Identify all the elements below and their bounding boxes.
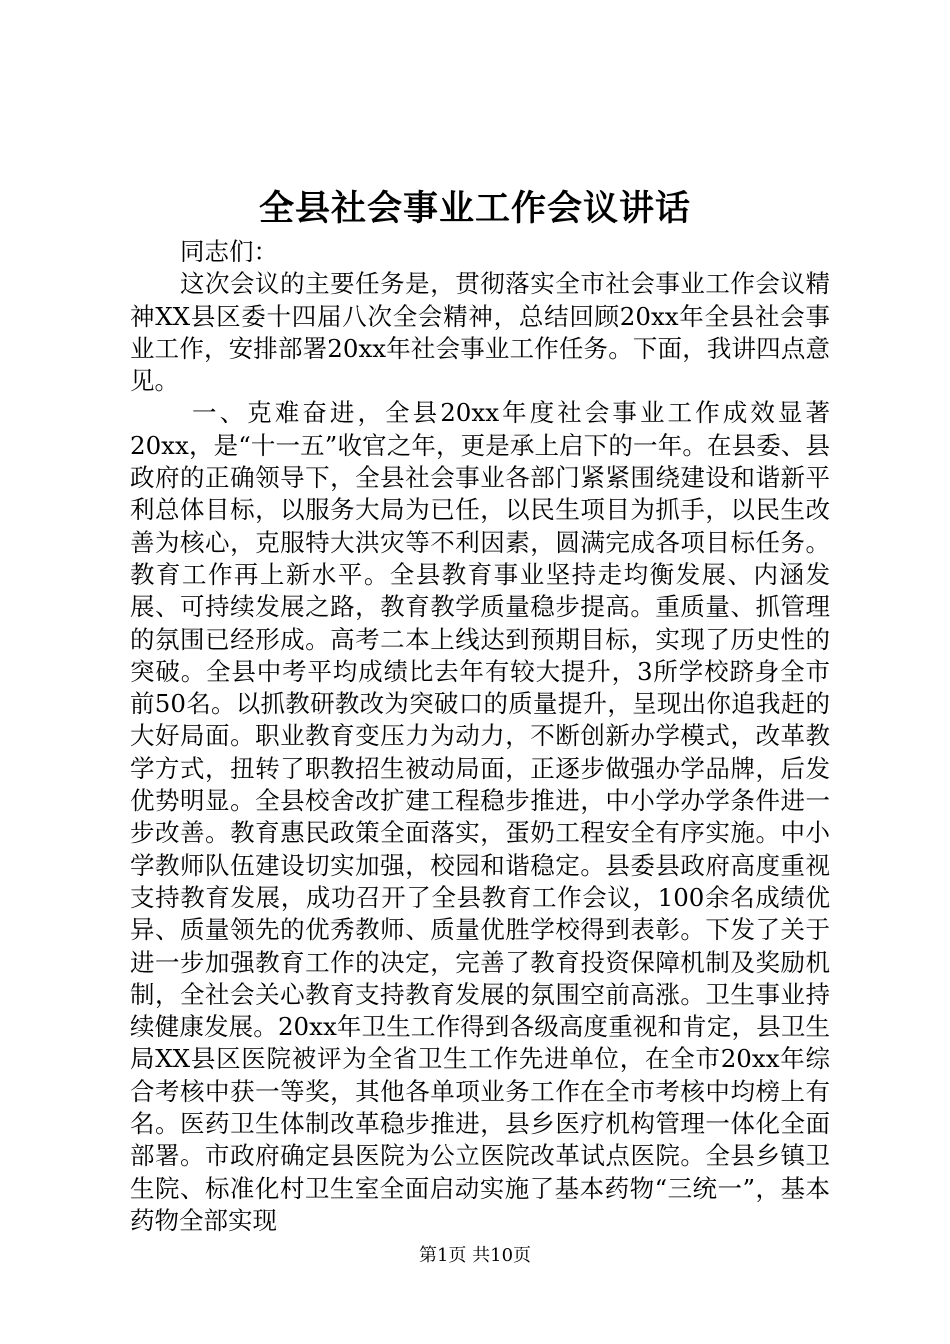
paragraph-intro: 这次会议的主要任务是，贯彻落实全市社会事业工作会议精神XX县区委十四届八次全会精神，总结回顾20xx年全县社会事业工作，安排部署20xx年社会事业工作任务。下面，我讲四点意见。 [130,269,830,396]
page-number-footer: 第1页 共10页 [418,1245,532,1266]
document-title: 全县社会事业工作会议讲话 [258,188,691,229]
document-body [130,236,830,1237]
salutation: 同志们： [180,237,278,266]
paragraph-section-one: 一、克难奋进，全县20xx年度社会事业工作成效显著20xx，是“十一五”收官之年，更是承上启下的一年。在县委、县政府的正确领导下，全县社会事业各部门紧紧围绕建设和谐新平利总体目标，以服务大局为已任，以民生项目为抓手，以民生改善为核心，克服特大洪灾等不利因素，圆满完成各项目标任务。教育工作再上新水平。全县教育事业坚持走均衡发展、内涵发展、可持续发展之路，教育教学质量稳步提高。重质量、抓管理的氛围已经形成。高考二本上线达到预期目标，实现了历史性的突破。全县中考平均成绩比去年有较大提升，3所学校跻身全市前50名。以抓教研教改为突破口的质量提升，呈现出你追我赶的大好局面。职业教育变压力为动力，不断创新办学模式，改革教学方式，扭转了职教招生被动局面，正逐步做强办学品牌，后发优势明显。全县校舍改扩建工程稳步推进，中小学办学条件进一步改善。教育惠民政策全面落实，蛋奶工程安全有序实施。中小学教师队伍建设切实加强，校园和谐稳定。县委县政府高度重视支持教育发展，成功召开了全县教育工作会议，100余名成绩优异、质量领先的优秀教师、质量优胜学校得到表彰。下发了关于进一步加强教育工作的决定，完善了教育投资保障机制及奖励机制，全社会关心教育支持教育发展的氛围空前高涨。卫生事业持续健康发展。20xx年卫生工作得到各级高度重视和肯定，县卫生局XX县区医院被评为全省卫生工作先进单位，在全市20xx年综合考核中获一等奖，其他各单项业务工作在全市考核中均榜上有名。医药卫生体制改革稳步推进，县乡医疗机构管理一体化全面部署。市政府确定县医院为公立医院改革试点医院。全县乡镇卫生院、标准化村卫生室全面启动实施了基本药物“三统一”，基本药物全部实现 [130,398,830,1235]
